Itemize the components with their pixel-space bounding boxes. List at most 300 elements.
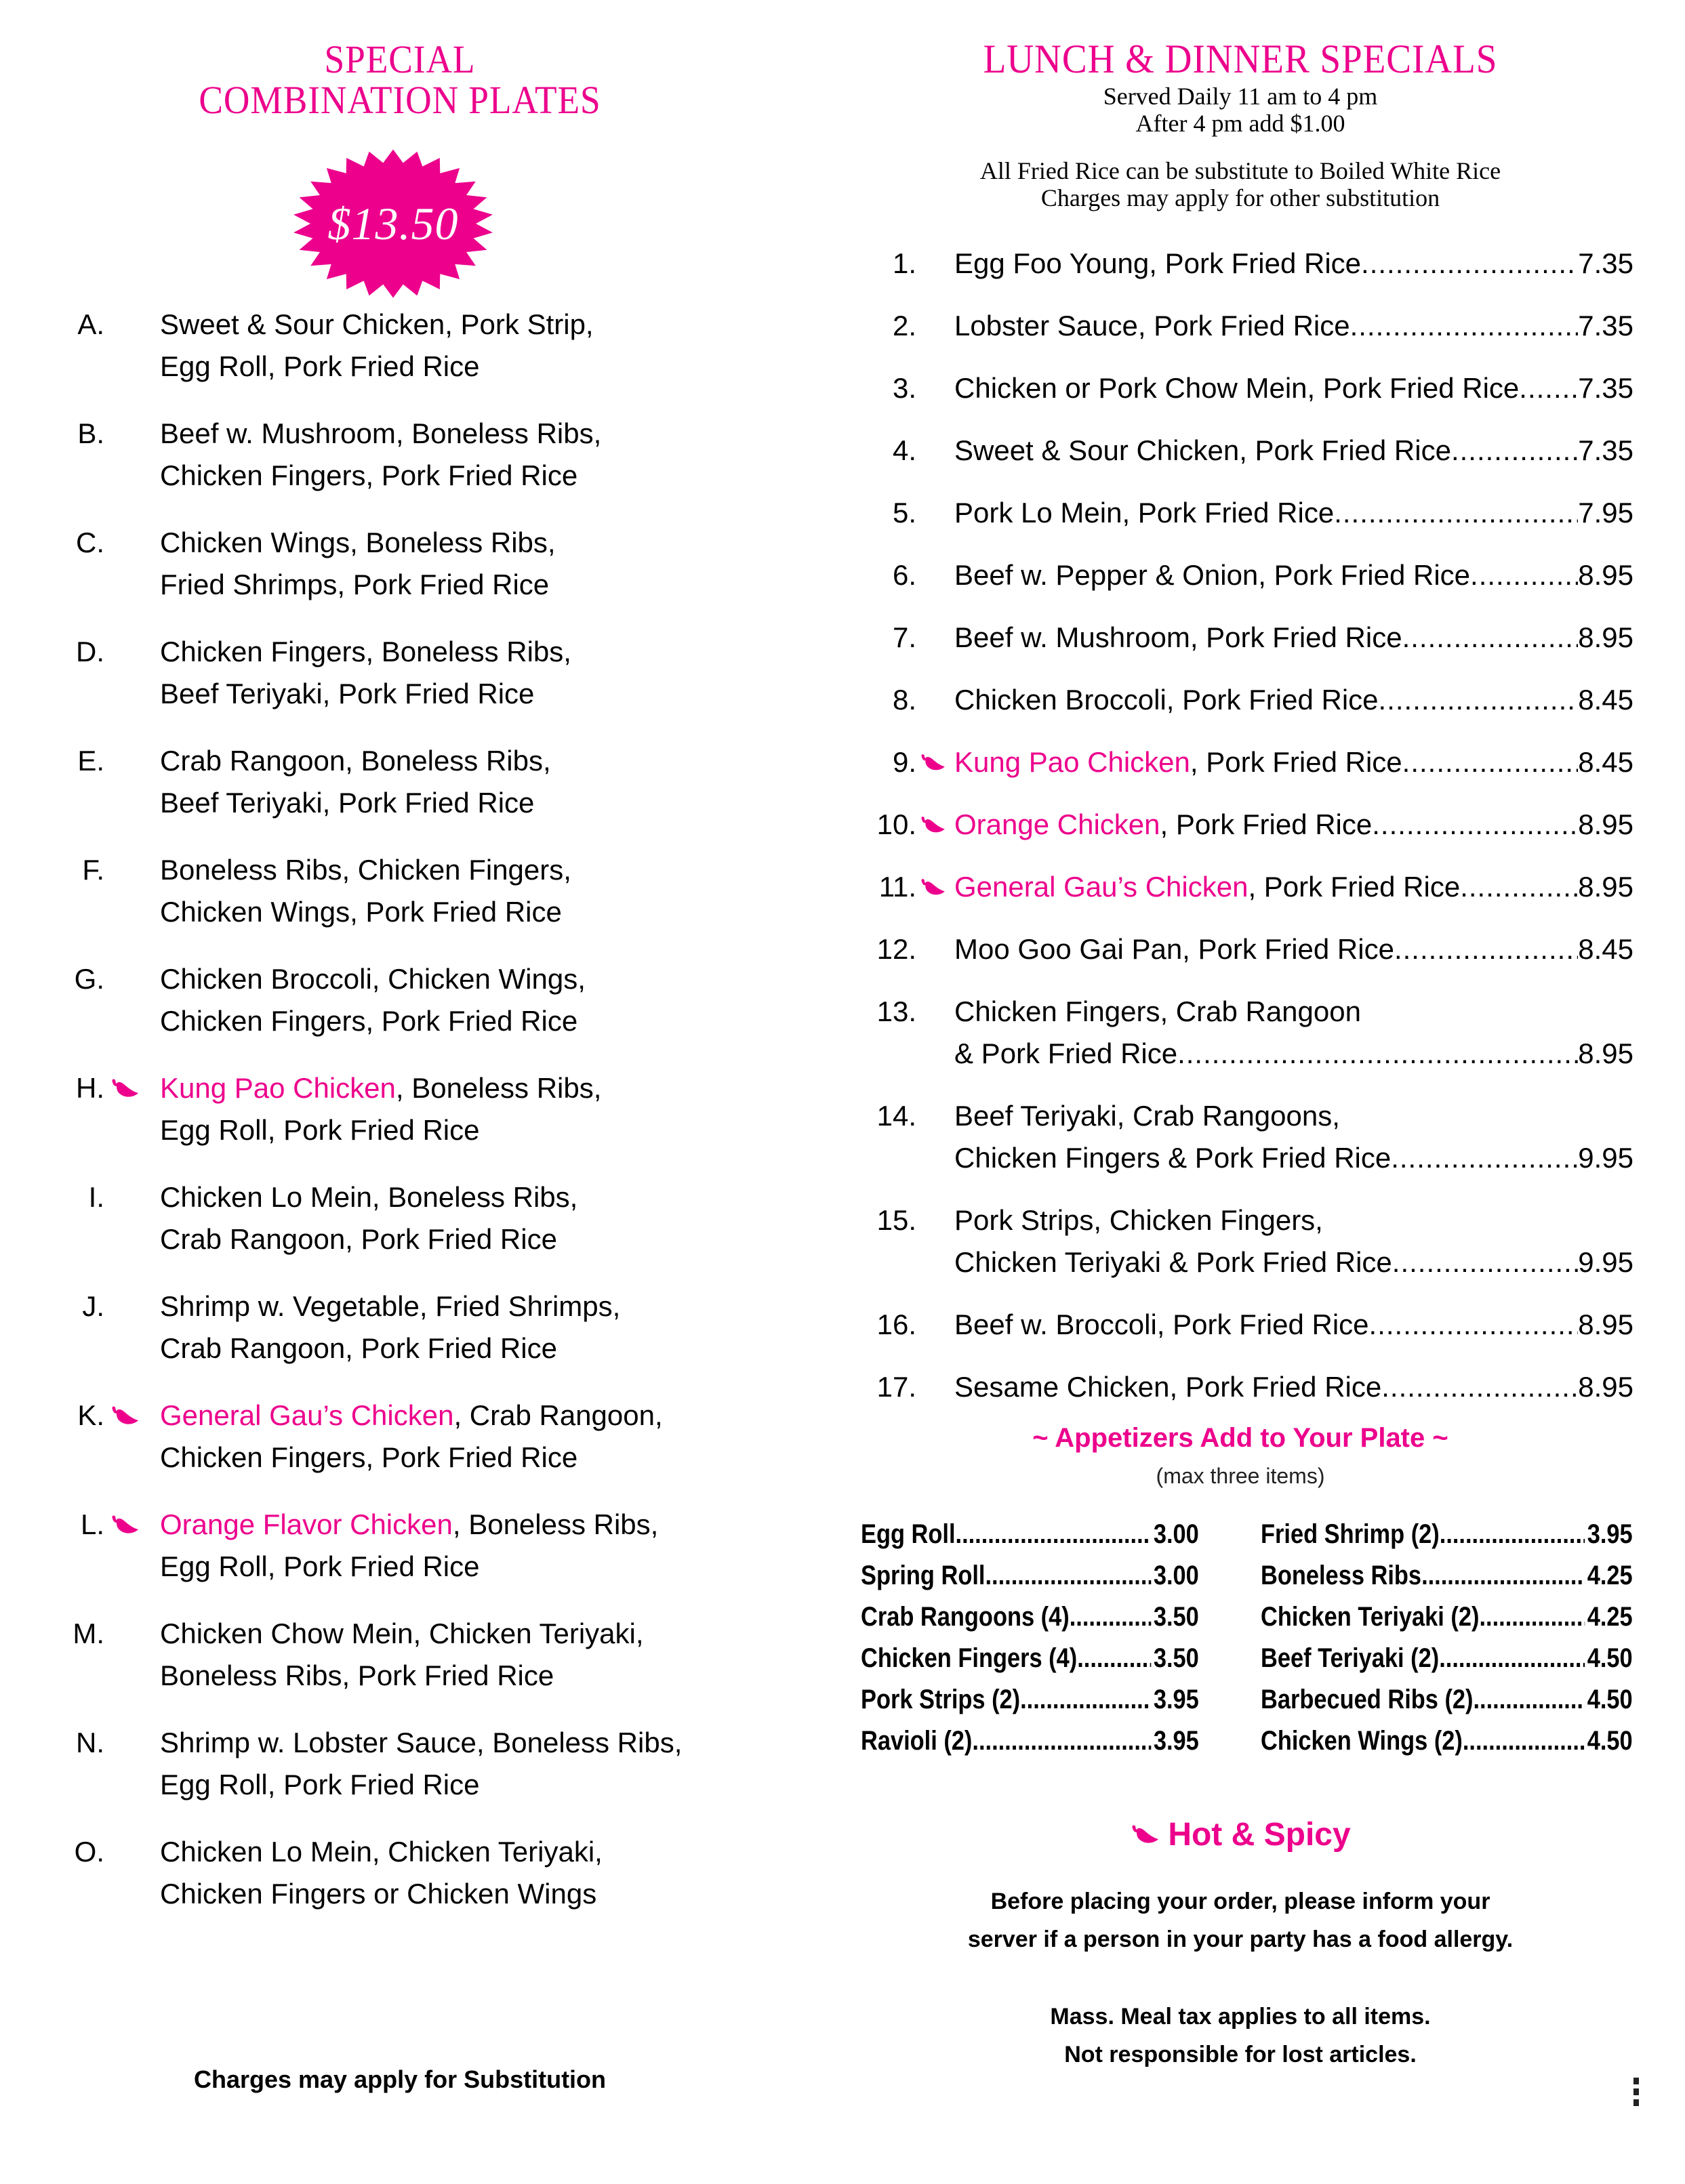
combo-description [160, 1176, 577, 1260]
special-price: 7.35 [1578, 247, 1633, 279]
special-line-1-text: Beef Teriyaki, Crab Rangoons, [954, 1100, 1340, 1132]
special-text [954, 554, 1470, 596]
spicy-dish-name: Orange Chicken [954, 808, 1160, 840]
dot-leader [1402, 741, 1579, 783]
special-number: 14. [876, 1100, 916, 1132]
special-line-1-text: Beef w. Pepper & Onion, Pork Fried Rice [954, 559, 1471, 591]
combo-letter: L. [80, 1508, 104, 1540]
combo-line-1 [160, 1831, 603, 1873]
combo-plate-item [0, 1285, 800, 1395]
after-hours-surcharge: After 4 pm add $1.00 [1135, 110, 1345, 137]
special-line-1 [954, 991, 1633, 1033]
tax-line-2: Not responsible for lost articles. [1064, 2042, 1417, 2067]
combo-letter: G. [74, 963, 104, 995]
special-number: 8. [892, 684, 916, 716]
special-item [847, 554, 1633, 617]
spicy-dish-name: Kung Pao Chicken [954, 746, 1190, 778]
dot-leader [1361, 243, 1578, 285]
special-text [954, 492, 1334, 534]
combo-letter: D. [76, 636, 104, 667]
combo-line-2: Boneless Ribs, Pork Fried Rice [160, 1660, 554, 1691]
special-text [954, 1304, 1369, 1346]
appetizer-price: 3.00 [1153, 1561, 1199, 1590]
special-line-2 [954, 1241, 1633, 1283]
dot-leader [1394, 928, 1578, 970]
special-line-1 [954, 741, 1633, 783]
allergy-line-1: Before placing your order, please inform your [990, 1889, 1490, 1914]
combo-line-1-text: , Boneless Ribs, [395, 1072, 602, 1104]
chili-pepper-icon [919, 815, 946, 836]
dot-leader [1451, 430, 1578, 472]
special-line-1-text: Pork Strips, Chicken Fingers, [954, 1204, 1323, 1236]
dot-leader [1440, 1519, 1585, 1561]
allergy-line-2: server if a person in your party has a food allergy. [967, 1927, 1514, 1952]
combo-line-1 [160, 1285, 620, 1327]
special-price: 8.45 [1578, 933, 1633, 965]
combo-line-2: Egg Roll, Pork Fried Rice [160, 1550, 480, 1582]
appetizer-name: Crab Rangoons (4) [861, 1602, 1070, 1632]
special-item [847, 741, 1633, 804]
combo-line-1 [160, 1613, 644, 1655]
combo-line-2: Chicken Fingers, Pork Fried Rice [160, 1441, 578, 1473]
special-line-1 [954, 928, 1633, 970]
special-number: 5. [892, 497, 916, 529]
appetizer-name: Egg Roll [861, 1519, 956, 1549]
special-price: 8.95 [1578, 1309, 1633, 1340]
appetizers-heading: ~ Appetizers Add to Your Plate ~ [1032, 1423, 1448, 1453]
combo-line-2: Crab Rangoon, Pork Fried Rice [160, 1223, 557, 1255]
dot-leader [1177, 1033, 1578, 1075]
combo-letter: J. [82, 1290, 104, 1322]
hot-spicy-legend [847, 1816, 1633, 1853]
combo-line-1 [160, 849, 571, 891]
combination-plates-title [32, 39, 768, 121]
dot-leader [1350, 305, 1579, 347]
combo-plate-item [0, 522, 800, 631]
combo-plate-item [0, 304, 800, 413]
combo-plate-item [0, 1722, 800, 1831]
combo-line-2: Chicken Wings, Pork Fried Rice [160, 896, 562, 928]
special-price: 7.35 [1578, 434, 1633, 466]
special-number: 2. [892, 310, 916, 342]
special-text [954, 617, 1402, 659]
special-item [847, 1304, 1633, 1366]
appetizer-item [861, 1643, 1199, 1685]
dot-leader [1519, 367, 1578, 409]
special-text [954, 866, 1460, 908]
special-line-1 [954, 1095, 1633, 1137]
combo-letter: H. [76, 1072, 104, 1104]
appetizer-price: 4.50 [1587, 1643, 1633, 1673]
combo-description [160, 522, 556, 606]
appetizer-item [861, 1685, 1199, 1726]
special-number: 6. [892, 559, 916, 591]
special-price: 8.45 [1578, 746, 1633, 778]
special-text [954, 928, 1394, 970]
dot-leader [1479, 1602, 1585, 1643]
appetizer-item [1261, 1685, 1633, 1726]
combo-plate-item [0, 413, 800, 522]
combo-line-2: Egg Roll, Pork Fried Rice [160, 1114, 480, 1146]
specials-title: LUNCH & DINNER SPECIALS [983, 37, 1498, 81]
special-item [847, 1095, 1633, 1199]
combo-letter: A. [77, 308, 104, 340]
dot-leader [972, 1726, 1151, 1767]
special-number: 13. [876, 995, 916, 1027]
special-price: 9.95 [1578, 1142, 1633, 1174]
dot-leader [1070, 1602, 1152, 1643]
special-text [954, 804, 1372, 846]
special-item [847, 928, 1633, 991]
combo-description [160, 849, 571, 933]
special-price: 7.35 [1578, 372, 1633, 404]
dot-leader [1077, 1643, 1151, 1685]
combo-letter: I. [88, 1181, 104, 1213]
special-number: 1. [892, 247, 916, 279]
combo-letter: N. [76, 1727, 104, 1758]
combo-line-2: Egg Roll, Pork Fried Rice [160, 1769, 480, 1800]
special-price: 8.95 [1578, 1037, 1633, 1069]
combo-line-1 [160, 958, 586, 1000]
special-line-1 [954, 367, 1633, 409]
combo-letter: C. [76, 527, 104, 558]
combo-line-1-text: Shrimp w. Vegetable, Fried Shrimps, [160, 1290, 621, 1322]
served-hours: Served Daily 11 am to 4 pm [1103, 83, 1378, 110]
combo-line-1 [160, 1176, 577, 1218]
combo-line-1 [160, 1067, 601, 1109]
dot-leader [1369, 1304, 1579, 1346]
legend-label: Hot & Spicy [1168, 1817, 1351, 1853]
special-number: 12. [876, 933, 916, 965]
combo-line-2: Fried Shrimps, Pork Fried Rice [160, 569, 550, 600]
combo-line-1 [160, 631, 571, 673]
appetizer-item [861, 1602, 1199, 1643]
special-text [954, 430, 1451, 472]
special-number: 17. [876, 1371, 916, 1403]
appetizer-item [861, 1726, 1199, 1767]
appetizer-item [861, 1561, 1199, 1602]
title-line-2: COMBINATION PLATES [199, 78, 601, 122]
combo-line-1-text: Chicken Wings, Boneless Ribs, [160, 527, 556, 558]
appetizer-name: Barbecued Ribs (2) [1261, 1685, 1474, 1714]
special-text [954, 1366, 1381, 1408]
chili-pepper-icon [110, 1077, 140, 1101]
special-text [954, 305, 1350, 347]
combo-line-1-text: , Crab Rangoon, [453, 1399, 663, 1431]
special-item [847, 679, 1633, 741]
special-text [954, 741, 1402, 783]
special-price: 8.45 [1578, 684, 1633, 716]
special-item [847, 367, 1633, 430]
substitution-note: Charges may apply for Substitution [193, 2065, 607, 2093]
appetizer-name: Pork Strips (2) [861, 1685, 1021, 1714]
special-number: 4. [892, 434, 916, 466]
combo-line-2: Chicken Fingers, Pork Fried Rice [160, 459, 578, 491]
combo-line-1 [160, 1504, 658, 1546]
special-item [847, 243, 1633, 305]
appetizer-item [1261, 1561, 1633, 1602]
appetizer-price: 4.50 [1587, 1726, 1633, 1756]
combo-line-1 [160, 1395, 663, 1437]
allergy-notice [847, 1882, 1633, 1958]
combo-description [160, 1831, 603, 1915]
combo-description [160, 958, 586, 1042]
special-line-1-text: Sesame Chicken, Pork Fried Rice [954, 1371, 1382, 1403]
chili-pepper-icon [1130, 1823, 1160, 1847]
special-price: 8.95 [1578, 871, 1633, 903]
special-line-1 [954, 866, 1633, 908]
combo-description [160, 1722, 682, 1806]
combo-plate-item [0, 1831, 800, 1940]
spicy-dish-name: General Gau’s Chicken [160, 1399, 454, 1431]
special-number: 9. [892, 746, 916, 778]
special-line-1-text: , Pork Fried Rice [1160, 808, 1373, 840]
combo-plate-item [0, 740, 800, 849]
appetizer-item [1261, 1519, 1633, 1561]
special-price: 7.35 [1578, 310, 1633, 342]
appetizer-item [1261, 1602, 1633, 1643]
special-line-2-text: Chicken Teriyaki & Pork Fried Rice [954, 1246, 1392, 1278]
appetizer-price: 3.00 [1153, 1519, 1199, 1549]
combo-letter: B. [77, 417, 104, 449]
special-line-2 [954, 1137, 1633, 1179]
combo-description [160, 740, 551, 824]
appetizers-column-2 [1261, 1519, 1633, 1767]
appetizers-column-1 [861, 1519, 1200, 1767]
special-line-1-text: Chicken Fingers, Crab Rangoon [954, 995, 1361, 1027]
dot-leader [1402, 617, 1579, 659]
combo-plate-item [0, 631, 800, 740]
special-line-1-text: Moo Goo Gai Pan, Pork Fried Rice [954, 933, 1394, 965]
combo-line-2: Crab Rangoon, Pork Fried Rice [160, 1332, 557, 1364]
spicy-dish-name: Kung Pao Chicken [160, 1072, 396, 1104]
combo-letter: M. [73, 1618, 104, 1649]
appetizer-name: Chicken Teriyaki (2) [1261, 1602, 1480, 1632]
appetizer-price: 3.95 [1587, 1519, 1633, 1549]
special-line-2-text: & Pork Fried Rice [954, 1037, 1178, 1069]
special-item [847, 430, 1633, 492]
combo-letter: O. [74, 1836, 104, 1868]
combo-line-2: Chicken Fingers or Chicken Wings [160, 1878, 597, 1910]
special-number: 3. [892, 372, 916, 404]
special-line-2-text: Chicken Fingers & Pork Fried Rice [954, 1142, 1392, 1174]
special-line-1 [954, 492, 1633, 534]
combo-line-1-text: Sweet & Sour Chicken, Pork Strip, [160, 308, 594, 340]
combo-line-1-text: Chicken Chow Mein, Chicken Teriyaki, [160, 1618, 644, 1649]
combo-description [160, 304, 594, 388]
chili-pepper-icon [110, 1404, 140, 1428]
appetizer-item [1261, 1726, 1633, 1767]
special-price: 8.95 [1578, 1371, 1633, 1403]
combo-line-1-text: Beef w. Mushroom, Boneless Ribs, [160, 417, 602, 449]
combo-description [160, 1613, 644, 1697]
special-line-1 [954, 804, 1633, 846]
special-line-1-text: , Pork Fried Rice [1248, 871, 1461, 903]
combo-line-1-text: , Boneless Ribs, [452, 1508, 659, 1540]
special-line-2 [954, 1033, 1633, 1075]
combo-plate-item [0, 1613, 800, 1722]
combo-description [160, 1067, 601, 1151]
dot-leader [1020, 1685, 1151, 1726]
special-line-1-text: Egg Foo Young, Pork Fried Rice [954, 247, 1362, 279]
special-number: 7. [892, 621, 916, 653]
special-number: 15. [876, 1204, 916, 1236]
special-text [954, 243, 1361, 285]
combo-line-2: Chicken Fingers, Pork Fried Rice [160, 1005, 578, 1037]
special-line-1-text: Lobster Sauce, Pork Fried Rice [954, 310, 1350, 342]
specials-list [847, 243, 1633, 1428]
special-item [847, 804, 1633, 866]
spicy-dish-name: General Gau’s Chicken [954, 871, 1248, 903]
combo-line-1 [160, 522, 556, 564]
combo-description [160, 1395, 663, 1479]
tax-notice [847, 1998, 1633, 2074]
appetizer-price: 4.50 [1587, 1685, 1633, 1714]
combo-letter: E. [77, 745, 104, 777]
dot-leader [1439, 1643, 1585, 1685]
chili-pepper-icon [919, 752, 946, 774]
dot-leader [956, 1519, 1152, 1561]
special-line-1-text: Sweet & Sour Chicken, Pork Fried Rice [954, 434, 1451, 466]
combo-plate-item [0, 958, 800, 1067]
appetizer-item [861, 1519, 1199, 1561]
special-line-1 [954, 430, 1633, 472]
special-text [954, 367, 1519, 409]
tax-line-1: Mass. Meal tax applies to all items. [1050, 2004, 1431, 2030]
combo-line-1-text: Chicken Broccoli, Chicken Wings, [160, 963, 586, 995]
special-line-1 [954, 305, 1633, 347]
combo-description [160, 1285, 620, 1369]
rice-substitution-note: All Fried Rice can be substitute to Boiled White Rice [979, 157, 1501, 184]
special-price: 8.95 [1578, 559, 1633, 591]
special-line-1 [954, 617, 1633, 659]
special-line-1-text: , Pork Fried Rice [1190, 746, 1402, 778]
appetizer-price: 4.25 [1587, 1561, 1633, 1590]
combo-line-1 [160, 413, 601, 455]
appetizer-price: 3.95 [1153, 1685, 1199, 1714]
special-text [954, 679, 1379, 721]
appetizer-name: Fried Shrimp (2) [1261, 1519, 1440, 1549]
appetizer-price: 3.50 [1153, 1643, 1199, 1673]
appetizer-name: Chicken Wings (2) [1261, 1726, 1463, 1756]
combo-line-1-text: Chicken Fingers, Boneless Ribs, [160, 636, 571, 667]
special-price: 9.95 [1578, 1246, 1633, 1278]
dot-leader [1372, 804, 1578, 846]
special-item [847, 866, 1633, 928]
dot-leader [1391, 1137, 1578, 1179]
combo-line-2: Beef Teriyaki, Pork Fried Rice [160, 678, 535, 709]
appetizer-name: Beef Teriyaki (2) [1261, 1643, 1440, 1673]
combo-line-1-text: Chicken Lo Mein, Chicken Teriyaki, [160, 1836, 603, 1868]
combo-line-2: Beef Teriyaki, Pork Fried Rice [160, 787, 535, 819]
combination-plate-list [0, 304, 800, 1940]
special-line-1 [954, 679, 1633, 721]
dot-leader [1392, 1241, 1578, 1283]
dot-leader [1381, 1366, 1578, 1408]
dot-leader [1421, 1561, 1585, 1602]
substitution-charges-note: Charges may apply for other substitution [1040, 184, 1440, 211]
special-line-1 [954, 1304, 1633, 1346]
combo-description [160, 631, 571, 715]
special-line-1-text: Chicken or Pork Chow Mein, Pork Fried Rice [954, 372, 1520, 404]
combo-line-1-text: Chicken Lo Mein, Boneless Ribs, [160, 1181, 578, 1213]
dot-leader [1470, 554, 1578, 596]
combo-line-1 [160, 1722, 682, 1764]
combo-line-2: Egg Roll, Pork Fried Rice [160, 350, 480, 382]
special-item [847, 1366, 1633, 1428]
appetizer-price: 3.95 [1153, 1726, 1199, 1756]
appetizers-note: (max three items) [1156, 1464, 1325, 1488]
appetizer-name: Spring Roll [861, 1561, 986, 1590]
combo-line-1 [160, 740, 551, 782]
special-item [847, 492, 1633, 554]
appetizer-name: Chicken Fingers (4) [861, 1643, 1078, 1673]
special-number: 16. [876, 1309, 916, 1340]
combo-description [160, 1504, 658, 1588]
appetizer-name: Ravioli (2) [861, 1726, 973, 1756]
special-number: 10. [876, 808, 916, 840]
price-starburst-badge [291, 149, 495, 298]
special-item [847, 991, 1633, 1095]
dot-leader [1463, 1726, 1585, 1767]
special-line-1-text: Pork Lo Mein, Pork Fried Rice [954, 497, 1335, 529]
dot-leader [1379, 679, 1579, 721]
combo-plate-item [0, 1067, 800, 1176]
combo-line-1 [160, 304, 594, 346]
appetizer-price: 3.50 [1153, 1602, 1199, 1632]
special-price: 7.95 [1578, 497, 1633, 529]
dot-leader [1334, 492, 1578, 534]
dot-leader [1460, 866, 1578, 908]
appetizer-item [1261, 1643, 1633, 1685]
special-item [847, 305, 1633, 367]
combination-plates-section [0, 0, 800, 2184]
title-line-1: SPECIAL [324, 37, 476, 81]
special-price: 8.95 [1578, 621, 1633, 653]
combo-line-1-text: Boneless Ribs, Chicken Fingers, [160, 854, 571, 886]
appetizer-name: Boneless Ribs [1261, 1561, 1422, 1590]
combo-price: $13.50 [327, 197, 459, 249]
combo-letter: K. [77, 1399, 104, 1431]
appetizer-price: 4.25 [1587, 1602, 1633, 1632]
special-line-1 [954, 1199, 1633, 1241]
special-line-1-text: Beef w. Mushroom, Pork Fried Rice [954, 621, 1402, 653]
special-item [847, 617, 1633, 679]
combo-letter: F. [82, 854, 104, 886]
chili-pepper-icon [110, 1513, 140, 1538]
spicy-dish-name: Orange Flavor Chicken [160, 1508, 453, 1540]
combo-plate-item [0, 1504, 800, 1613]
combo-line-1-text: Shrimp w. Lobster Sauce, Boneless Ribs, [160, 1727, 683, 1758]
dot-leader [1473, 1685, 1585, 1726]
combo-plate-item [0, 1176, 800, 1285]
special-number: 11. [878, 871, 916, 903]
special-item [847, 1199, 1633, 1304]
combo-line-1-text: Crab Rangoon, Boneless Ribs, [160, 745, 551, 777]
special-line-1 [954, 554, 1633, 596]
special-price: 8.95 [1578, 808, 1633, 840]
chili-pepper-icon [919, 877, 946, 899]
special-line-1-text: Beef w. Broccoli, Pork Fried Rice [954, 1309, 1369, 1340]
special-line-1 [954, 243, 1633, 285]
combo-plate-item [0, 1395, 800, 1504]
page-edge-mark [1633, 2074, 1643, 2114]
combo-description [160, 413, 601, 497]
combo-plate-item [0, 849, 800, 958]
lunch-dinner-specials-section [847, 0, 1685, 2184]
special-line-1 [954, 1366, 1633, 1408]
dot-leader [985, 1561, 1151, 1602]
